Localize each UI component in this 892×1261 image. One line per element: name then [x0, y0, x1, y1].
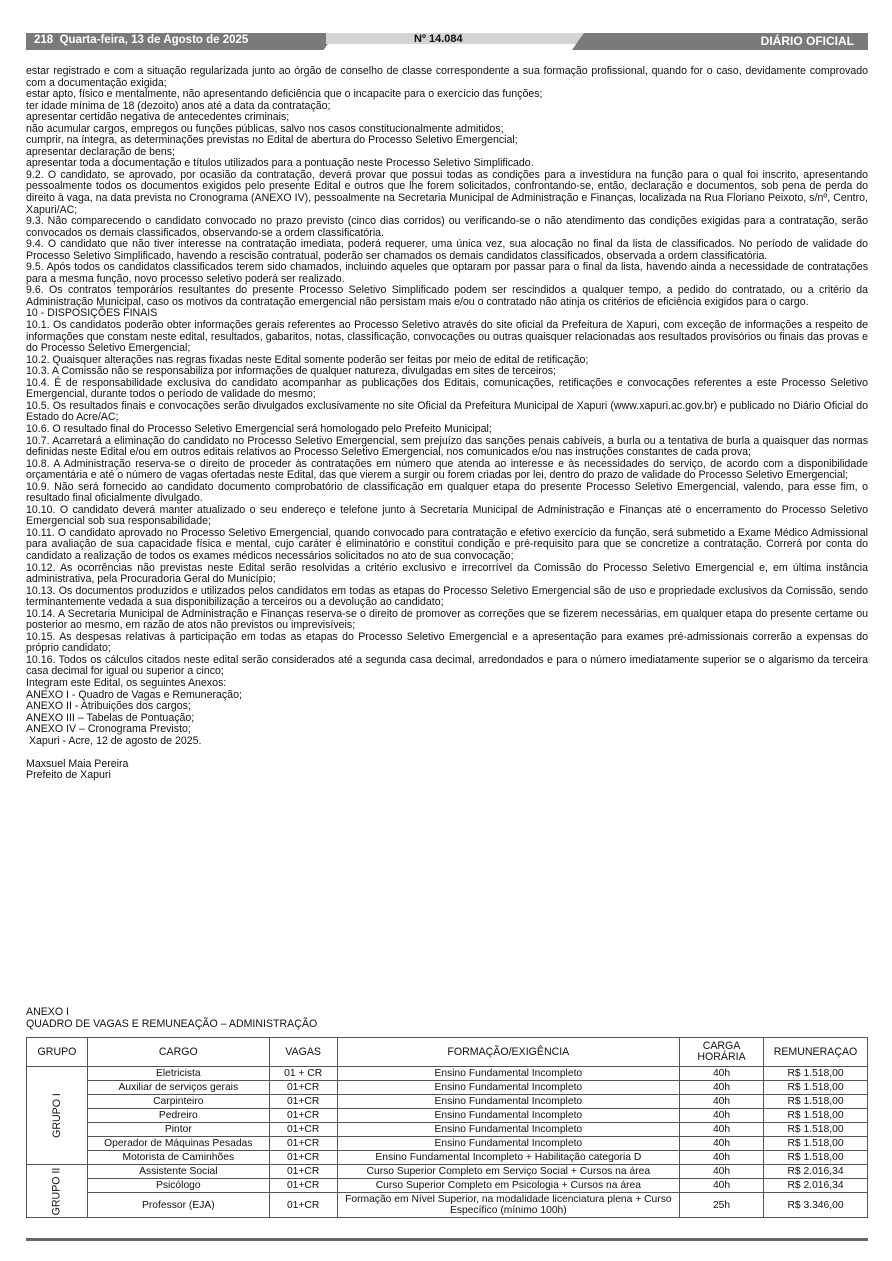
- cell-cargo: Carpinteiro: [87, 1095, 269, 1109]
- paragraph: 10.12. As ocorrências não previstas neste Edital serão resolvidas a critério exclusivo e irrecorrível da Comissão do Processo Seletivo Emergencial e, em última instância administrativa, pela Procuradoria Geral do Município;: [26, 561, 868, 586]
- cell-remuneracao: R$ 1.518,00: [764, 1095, 868, 1109]
- cell-carga: 25h: [680, 1193, 764, 1218]
- paragraph: 9.3. Não comparecendo o candidato convocado no prazo previsto (cinco dias corridos) ou verificando-se o não atendimento das condições exigidas para a contratação, serão convocados os demais classificados, observando-se a ordem classificatória.: [26, 215, 868, 239]
- paragraph: 10.5. Os resultados finais e convocações serão divulgados exclusivamente no site Oficial da Prefeitura Municipal de Xapuri (www.xapuri.ac.gov.br) e publicado no Diário Oficial do Estado do Acre/AC;: [26, 399, 868, 424]
- annex-list-item: ANEXO II - Atribuições dos cargos;: [26, 700, 191, 713]
- paragraph: 10.15. As despesas relativas à participação em todas as etapas do Processo Seletivo Emergencial e a apresentação para exames pré-admissionais correrão a expensas do próprio candidato;: [26, 630, 868, 655]
- cell-carga: 40h: [680, 1123, 764, 1137]
- cell-vagas: 01+CR: [269, 1151, 337, 1165]
- annex-heading: [26, 1007, 317, 1030]
- col-header-vagas: VAGAS: [269, 1038, 337, 1067]
- cell-cargo: Professor (EJA): [87, 1193, 269, 1218]
- paragraph: estar apto, físico e mentalmente, não apresentando deficiência que o incapacite para o exercício das funções;: [26, 88, 543, 101]
- table-row: [27, 1095, 868, 1109]
- cell-formacao: Curso Superior Completo em Serviço Social + Cursos na área: [337, 1165, 679, 1179]
- paragraph: 10.1. Os candidatos poderão obter informações gerais referentes ao Processo Seletivo através do site oficial da Prefeitura de Xapuri, com exceção de informações a respeito de informações que constam neste edital, resultados, gabaritos, notas, classificação, convocações ou outras quaisquer relacionadas aos resultados provisórios ou finais das provas e do Processo Seletivo Emergencial;: [26, 319, 868, 355]
- cell-vagas: 01+CR: [269, 1137, 337, 1151]
- cell-vagas: 01+CR: [269, 1109, 337, 1123]
- paragraph: 10.14. A Secretaria Municipal de Administração e Finanças reserva-se o direito de promover as correções que se fizerem necessárias, em qualquer etapa do presente certame ou posterior ao mesmo, em razão de atos não previstos ou imprevisíveis;: [26, 607, 868, 632]
- cell-cargo: Assistente Social: [87, 1165, 269, 1179]
- annex-list-item: ANEXO III – Tabelas de Pontuação;: [26, 711, 195, 724]
- table-header-row: [27, 1038, 868, 1067]
- paragraph: apresentar declaração de bens;: [26, 145, 176, 158]
- section-heading: 10 - DISPOSIÇÕES FINAIS: [26, 307, 158, 320]
- cell-formacao: Formação em Nível Superior, na modalidade licenciatura plena + Curso Específico (mínimo 100h): [337, 1193, 679, 1218]
- paragraph: 10.9. Não será fornecido ao candidato documento comprobatório de classificação em qualquer etapa do presente Processo Seletivo Emergencial, valendo, para esse fim, o resultado final oficialmente divulgado.: [26, 480, 868, 505]
- cell-carga: 40h: [680, 1081, 764, 1095]
- header-page-date: [34, 34, 248, 46]
- signatory-name: Maxsuel Maia Pereira: [26, 757, 129, 770]
- page-number: 218: [34, 34, 54, 46]
- cell-remuneracao: R$ 1.518,00: [764, 1137, 868, 1151]
- group-label: GRUPO I: [50, 1093, 63, 1138]
- cell-remuneracao: R$ 1.518,00: [764, 1123, 868, 1137]
- cell-vagas: 01+CR: [269, 1165, 337, 1179]
- annex-list-item: ANEXO IV – Cronograma Previsto;: [26, 723, 191, 736]
- place-date: Xapuri - Acre, 12 de agosto de 2025.: [26, 734, 202, 747]
- paragraph: 10.4. É de responsabilidade exclusiva do candidato acompanhar as publicações dos Editais, comunicações, retificações e convocações referentes a este Processo Seletivo Emergencial, durante todos o período de validade do mesmo;: [26, 376, 868, 401]
- cell-cargo: Motorista de Caminhões: [87, 1151, 269, 1165]
- table-row: [27, 1081, 868, 1095]
- cell-formacao: Ensino Fundamental Incompleto: [337, 1095, 679, 1109]
- col-header-cargo: CARGO: [87, 1038, 269, 1067]
- cell-vagas: 01+CR: [269, 1123, 337, 1137]
- paragraph: não acumular cargos, empregos ou funções públicas, salvo nos casos constitucionalmente admitidos;: [26, 122, 504, 135]
- cell-carga: 40h: [680, 1109, 764, 1123]
- cell-cargo: Pedreiro: [87, 1109, 269, 1123]
- table-row: [27, 1193, 868, 1218]
- cell-remuneracao: R$ 3.346,00: [764, 1193, 868, 1218]
- document-body: [26, 66, 868, 782]
- paragraph: 10.3. A Comissão não se responsabiliza por informações de qualquer natureza, divulgadas em sites de terceiros;: [26, 365, 556, 378]
- cell-remuneracao: R$ 1.518,00: [764, 1151, 868, 1165]
- paragraph: 10.7. Acarretará a eliminação do candidato no Processo Seletivo Emergencial, sem prejuízo das sanções penais cabíveis, a burla ou a tentativa de burla a quaisquer das normas definidas neste Edital e/ou em outros editais relativos ao Processo Seletivo Emergencial, nos comunicados e/ou nas instruções constantes de cada prova;: [26, 434, 868, 459]
- cell-carga: 40h: [680, 1179, 764, 1193]
- table-row: [27, 1165, 868, 1179]
- table-row: [27, 1179, 868, 1193]
- table-row: [27, 1109, 868, 1123]
- cell-cargo: Eletricista: [87, 1067, 269, 1081]
- cell-remuneracao: R$ 2.016,34: [764, 1165, 868, 1179]
- paragraph: 10.16. Todos os cálculos citados neste edital serão considerados até a segunda casa decimal, arredondados e para o número imediatamente superior se o algarismo da terceira casa decimal for igual ou superior a cinco;: [26, 653, 868, 678]
- cell-vagas: 01+CR: [269, 1095, 337, 1109]
- cell-formacao: Ensino Fundamental Incompleto: [337, 1137, 679, 1151]
- paragraph: Integram este Edital, os seguintes Anexos:: [26, 676, 227, 689]
- paragraph: 10.6. O resultado final do Processo Seletivo Emergencial será homologado pelo Prefeito Municipal;: [26, 422, 492, 435]
- paragraph: 9.4. O candidato que não tiver interesse na contratação imediata, poderá requerer, uma única vez, sua alocação no final da lista de classificados. No período de validade do Processo Seletivo Simplificado, havendo a rescisão contratual, poderão ser chamados os demais candidatos classificados, observada a ordem classificatória.: [26, 238, 868, 262]
- cell-carga: 40h: [680, 1095, 764, 1109]
- paragraph: 10.8. A Administração reserva-se o direito de proceder às contratações em número que atenda ao interesse e às necessidades do serviço, de acordo com a disponibilidade orçamentária e até o número de vagas ofertadas neste Edital, das que vierem a surgir ou forem criadas por lei, dentro do prazo de validade do Processo Seletivo Emergencial;: [26, 457, 868, 482]
- cell-remuneracao: R$ 1.518,00: [764, 1081, 868, 1095]
- col-header-formacao: FORMAÇÃO/EXIGÊNCIA: [337, 1038, 679, 1067]
- vacancies-table: [26, 1037, 868, 1218]
- cell-formacao: Ensino Fundamental Incompleto: [337, 1067, 679, 1081]
- col-header-remuneracao: REMUNERAÇAO: [764, 1038, 868, 1067]
- paragraph: 9.6. Os contratos temporários resultantes do presente Processo Seletivo Simplificado podem ser rescindidos a qualquer tempo, a pedido do contratado, ou a critério da Administração Municipal, caso os motivos da contratação emergencial não persistam mais e/ou o contratado não atinja os critérios de eficiência exigidos para o cargo.: [26, 284, 868, 308]
- cell-vagas: 01+CR: [269, 1081, 337, 1095]
- cell-vagas: 01 + CR: [269, 1067, 337, 1081]
- cell-carga: 40h: [680, 1165, 764, 1179]
- footer-rule: [26, 1238, 868, 1241]
- paragraph: apresentar toda a documentação e títulos utilizados para a pontuação neste Processo Seletivo Simplificado.: [26, 157, 534, 170]
- paragraph: 10.2. Quaisquer alterações nas regras fixadas neste Edital somente poderão ser feitas por meio de edital de retificação;: [26, 353, 589, 366]
- paragraph: ter idade mínima de 18 (dezoito) anos até a data da contratação;: [26, 99, 331, 112]
- issue-number: Nº 14.084: [414, 33, 463, 45]
- journal-name: DIÁRIO OFICIAL: [760, 34, 854, 48]
- signatory-role: Prefeito de Xapuri: [26, 769, 111, 782]
- cell-remuneracao: R$ 1.518,00: [764, 1067, 868, 1081]
- cell-remuneracao: R$ 2.016,34: [764, 1179, 868, 1193]
- cell-carga: 40h: [680, 1137, 764, 1151]
- paragraph: 9.2. O candidato, se aprovado, por ocasião da contratação, deverá provar que possui todas as condições para a investidura na função para o qual foi inscrito, apresentando pessoalmente todos os documentos exigidos pelo presente Edital e outros que lhe forem solicitados, confrontando-se, então, declaração e documentos, sob pena de perda do direito à vaga, na data prevista no Cronograma (ANEXO IV), pessoalmente na Secretaria Municipal de Administração e Finanças, localizada na Rua Floriano Peixoto, s/nº, Centro, Xapuri/AC;: [26, 168, 868, 216]
- col-header-grupo: GRUPO: [27, 1038, 88, 1067]
- cell-formacao: Curso Superior Completo em Psicologia + Cursos na área: [337, 1179, 679, 1193]
- col-header-carga: [680, 1038, 764, 1067]
- cell-vagas: 01+CR: [269, 1179, 337, 1193]
- paragraph: 10.11. O candidato aprovado no Processo Seletivo Emergencial, quando convocado para contratação e efetivo exercício da função, será submetido a Exame Médico Admissional para avaliação de sua capacidade física e mental, cujo caráter é eliminatório e constitui condição e pré-requisito para que se concretize a contratação. Correrá por conta do candidato a realização de todos os exames médicos necessários solicitados no ato de sua convocação;: [26, 526, 868, 562]
- page-header: [26, 33, 868, 50]
- table-row: [27, 1067, 868, 1081]
- cell-carga: 40h: [680, 1067, 764, 1081]
- cell-carga: 40h: [680, 1151, 764, 1165]
- paragraph: apresentar certidão negativa de antecedentes criminais;: [26, 111, 290, 124]
- cell-cargo: Psicólogo: [87, 1179, 269, 1193]
- group-cell-2: [27, 1165, 88, 1218]
- paragraph: 10.10. O candidato deverá manter atualizado o seu endereço e telefone junto à Secretaria Municipal de Administração e Finanças até o encerramento do Processo Seletivo Emergencial sob sua responsabilidade;: [26, 503, 868, 528]
- annex-title: ANEXO I: [26, 1006, 69, 1018]
- annex-list-item: ANEXO I - Quadro de Vagas e Remuneração;: [26, 688, 242, 701]
- annex-subtitle: QUADRO DE VAGAS E REMUNEAÇÃO – ADMINISTRAÇÃO: [26, 1017, 318, 1030]
- cell-cargo: Pintor: [87, 1123, 269, 1137]
- cell-cargo: Auxiliar de serviços gerais: [87, 1081, 269, 1095]
- cell-formacao: Ensino Fundamental Incompleto + Habilitação categoria D: [337, 1151, 679, 1165]
- paragraph: 9.5. Após todos os candidatos classificados terem sido chamados, incluindo aqueles que optaram por passar para o final da lista, havendo ainda a necessidade de contratações para a mesma função, novo processo seletivo poderá ser realizado.: [26, 261, 868, 285]
- table-row: [27, 1137, 868, 1151]
- paragraph: cumprir, na íntegra, as determinações previstas no Edital de abertura do Processo Seletivo Emergencial;: [26, 134, 518, 147]
- issue-date: Quarta-feira, 13 de Agosto de 2025: [59, 34, 249, 46]
- cell-formacao: Ensino Fundamental Incompleto: [337, 1109, 679, 1123]
- paragraph: estar registrado e com a situação regularizada junto ao órgão de conselho de classe correspondente a sua formação profissional, quando for o caso, devidamente comprovado com a documentação exigida;: [26, 65, 868, 89]
- table-row: [27, 1151, 868, 1165]
- col-header-carga-label: CARGA HORÁRIA: [697, 1040, 746, 1063]
- group-cell-1: [27, 1067, 88, 1165]
- paragraph: 10.13. Os documentos produzidos e utilizados pelos candidatos em todas as etapas do Processo Seletivo Emergencial são de uso e propriedade exclusivos da Comissão, sendo terminantemente vedada a sua disponibilização a terceiros ou a devolução ao candidato;: [26, 584, 868, 609]
- group-label: GRUPO II: [50, 1167, 63, 1215]
- cell-formacao: Ensino Fundamental Incompleto: [337, 1123, 679, 1137]
- cell-remuneracao: R$ 1.518,00: [764, 1109, 868, 1123]
- cell-vagas: 01+CR: [269, 1193, 337, 1218]
- cell-cargo: Operador de Máquinas Pesadas: [87, 1137, 269, 1151]
- cell-formacao: Ensino Fundamental Incompleto: [337, 1081, 679, 1095]
- table-row: [27, 1123, 868, 1137]
